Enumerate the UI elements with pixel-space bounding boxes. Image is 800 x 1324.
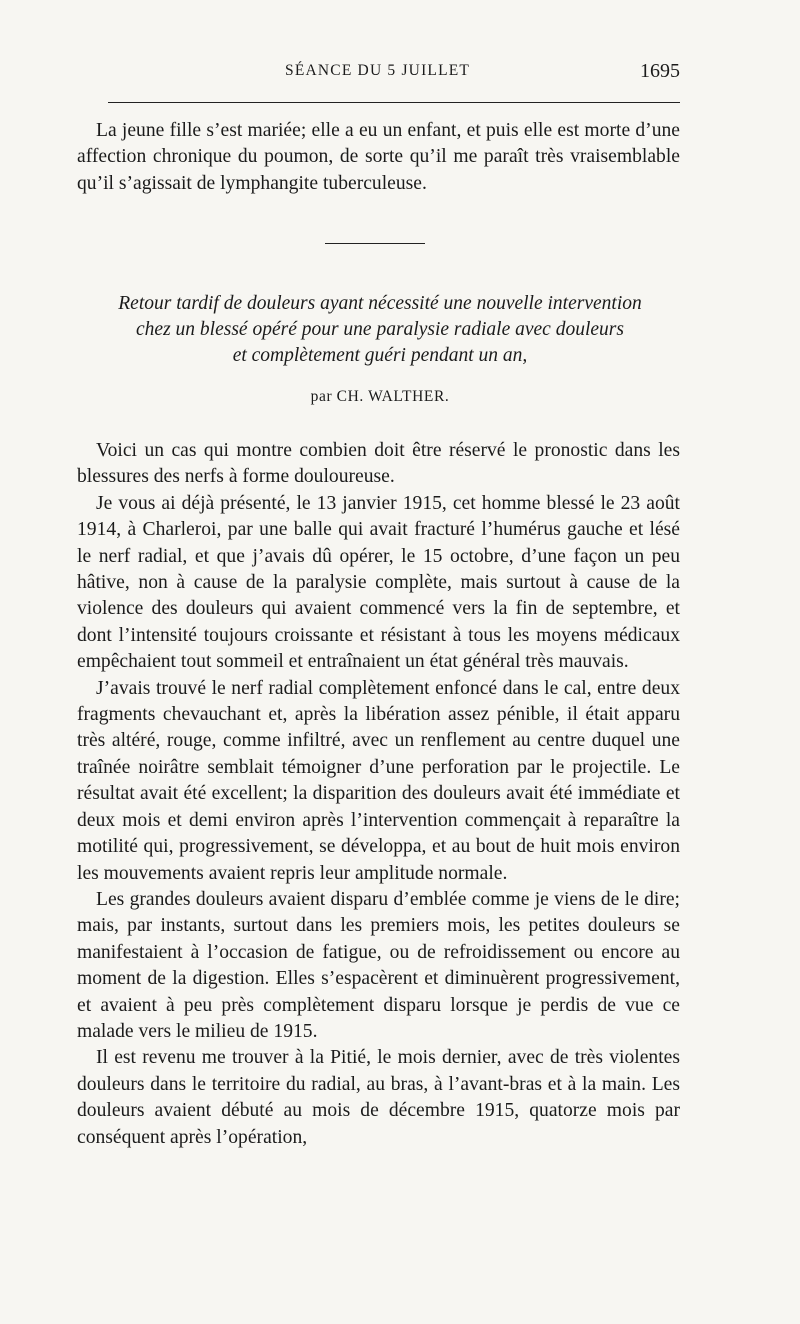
paragraph: Il est revenu me trouver à la Pitié, le mois dernier, avec de très violentes douleurs dans le territoire du radial, au bras, à l’avant-bras et à la main. Les douleurs avaient débuté au mois de décembre 1915, quatorze mois par conséquent après l’opération,: [77, 1047, 680, 1148]
running-head: [0, 62, 800, 92]
paragraph: J’avais trouvé le nerf radial complètement enfoncé dans le cal, entre deux fragments chevauchant et, après la libération assez pénible, il était apparu très altéré, rouge, comme infiltré, avec un renflement au centre duquel une traînée noirâtre semblait témoigner d’une perforation par le projectile. Le résultat avait été excellent; la disparition des douleurs avait été immédiate et deux mois et demi environ après l’intervention commençait à reparaître la motilité qui, progressivement, se développa, et au bout de huit mois environ les mouvements avaient repris leur amplitude normale.: [77, 677, 680, 884]
running-title: SÉANCE DU 5 JUILLET: [285, 62, 471, 79]
title-line: et complètement guéri pendant un an,: [232, 345, 528, 366]
paragraph: Les grandes douleurs avaient disparu d’emblée comme je viens de le dire; mais, par instants, surtout dans les premiers mois, les petites douleurs se manifestaient à l’occasion de fatigue, ou de refroidissement ou encore au moment de la digestion. Elles s’espacèrent et diminuèrent progressivement, et avaient à peu près complètement disparu lorsque je perdis de vue ce malade vers le milieu de 1915.: [77, 888, 680, 1042]
article-body: [77, 438, 680, 1151]
title-line: Retour tardif de douleurs ayant nécessité une nouvelle intervention: [118, 293, 642, 314]
byline: par CH. WALTHER.: [310, 388, 450, 405]
paragraph: La jeune fille s’est mariée; elle a eu un enfant, et puis elle est morte d’une affection chronique du poumon, de sorte qu’il me paraît très vraisemblable qu’il s’agissait de lymphangite tuberculeuse.: [77, 120, 680, 194]
header-rule: [108, 102, 680, 103]
paragraph: Voici un cas qui montre combien doit être réservé le pronostic dans les blessures des nerfs à forme douloureuse.: [77, 440, 680, 488]
title-line: chez un blessé opéré pour une paralysie radiale avec douleurs: [136, 319, 624, 340]
paragraph: Je vous ai déjà présenté, le 13 janvier 1915, cet homme blessé le 23 août 1914, à Charleroi, par une balle qui avait fracturé l’humérus gauche et lésé le nerf radial, et que j’avais dû opérer, le 15 octobre, d’une façon un peu hâtive, non à cause de la paralysie complète, mais surtout à cause de la violence des douleurs qui avaient commencé vers la fin de septembre, et dont l’intensité toujours croissante et résistant à tous les moyens médicaux empêchaient tout sommeil et entraînaient un état général très mauvais.: [77, 492, 680, 673]
article-title: [70, 291, 690, 369]
section-separator: [325, 243, 425, 244]
opening-text: [77, 118, 680, 197]
page-number: 1695: [640, 60, 680, 82]
